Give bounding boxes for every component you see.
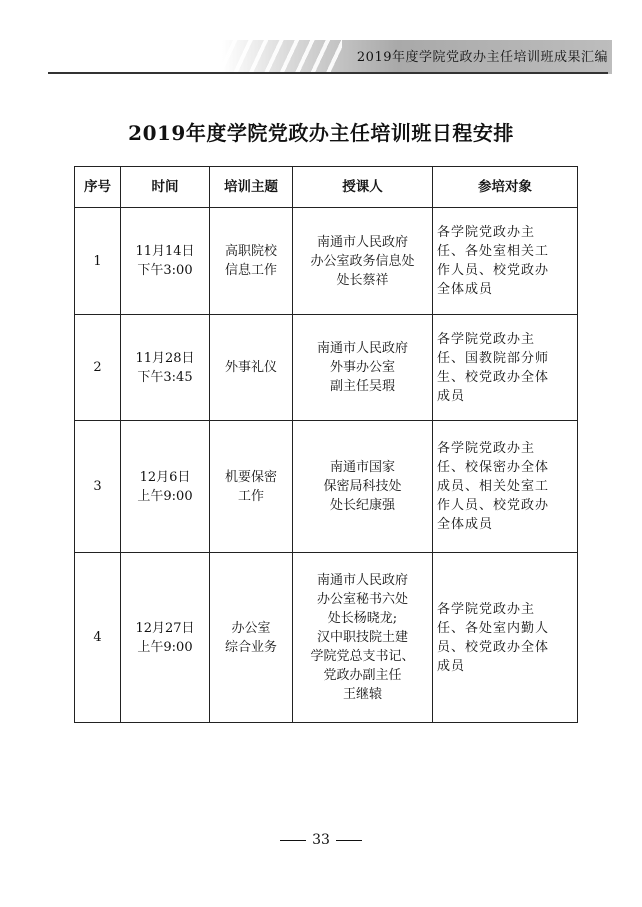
cell-lecturer: [293, 208, 433, 315]
column-header-attendees: 参培对象: [433, 167, 578, 208]
cell-lecturer: [293, 553, 433, 723]
time-clock: 上午9:00: [137, 488, 193, 504]
cell-attendees: [433, 208, 578, 315]
attendees-line: 任、国教院部分师: [437, 350, 550, 366]
attendees-line: 各学院党政办主: [437, 601, 536, 617]
cell-topic: [210, 421, 293, 553]
time-date: 11月28日: [135, 350, 195, 366]
lecturer-line: 学院党总支书记、: [310, 649, 415, 664]
lecturer-line: 南通市人民政府: [316, 573, 408, 588]
cell-no: 3: [75, 421, 121, 553]
topic-line: 外事礼仪: [224, 360, 277, 375]
cell-topic: [210, 208, 293, 315]
lecturer-line: 处长蔡祥: [336, 272, 389, 288]
lecturer-line: 南通市国家: [329, 460, 395, 475]
cell-lecturer: [293, 315, 433, 421]
lecturer-line: 南通市人民政府: [316, 234, 408, 250]
cell-topic: [210, 553, 293, 723]
column-header-lecturer: 授课人: [293, 167, 433, 208]
attendees-line: 各学院党政办主: [437, 225, 536, 240]
lecturer-line: 南通市人民政府: [316, 341, 408, 356]
running-title: 2019年度学院党政办主任培训班成果汇编: [356, 50, 608, 65]
cell-time: [121, 553, 210, 723]
attendees-line: 各学院党政办主: [437, 441, 536, 456]
table-row: [75, 421, 578, 553]
lecturer-line: 外事办公室: [329, 360, 395, 375]
attendees-line: 任、各处室内勤人: [437, 620, 550, 636]
topic-line: 信息工作: [224, 263, 277, 278]
lecturer-line: 党政办副主任: [323, 668, 402, 683]
cell-topic: [210, 315, 293, 421]
page-number-dash-right: [336, 840, 362, 841]
column-header-topic: 培训主题: [210, 167, 293, 208]
topic-line: 机要保密: [224, 469, 277, 485]
topic-line: 综合业务: [224, 639, 277, 655]
page-title: 2019年度学院党政办主任培训班日程安排: [128, 121, 514, 145]
cell-time: [121, 208, 210, 315]
header-rule: [48, 72, 608, 74]
attendees-line: 任、校保密办全体: [437, 460, 550, 475]
time-clock: 下午3:00: [137, 263, 193, 278]
page-number-dash-left: [280, 840, 306, 841]
table-header-row: [75, 167, 578, 208]
topic-line: 办公室: [231, 620, 271, 636]
column-header-time: 时间: [121, 167, 210, 208]
lecturer-line: 办公室秘书六处: [316, 592, 408, 607]
attendees-line: 成员: [437, 658, 466, 674]
lecturer-line: 处长杨晓龙;: [327, 611, 398, 626]
attendees-line: 作人员、校党政办: [437, 498, 550, 513]
attendees-line: 成员: [437, 388, 466, 404]
page-number: 33: [312, 832, 330, 848]
lecturer-line: 王继辕: [342, 687, 382, 702]
time-date: 12月6日: [139, 469, 191, 485]
attendees-line: 作人员、校党政办: [437, 263, 550, 278]
attendees-line: 成员、相关处室工: [437, 479, 550, 494]
lecturer-line: 处长纪康强: [329, 498, 395, 513]
time-clock: 下午3:45: [137, 369, 193, 385]
lecturer-line: 副主任吴瑕: [329, 379, 395, 394]
table-row: [75, 553, 578, 723]
cell-attendees: [433, 421, 578, 553]
cell-attendees: [433, 315, 578, 421]
attendees-line: 生、校党政办全体: [437, 369, 550, 385]
attendees-line: 各学院党政办主: [437, 331, 536, 347]
attendees-line: 全体成员: [437, 282, 494, 297]
cell-lecturer: [293, 421, 433, 553]
page-number-footer: [0, 832, 642, 848]
cell-attendees: [433, 553, 578, 723]
topic-line: 高职院校: [224, 244, 277, 259]
time-date: 11月14日: [135, 244, 195, 259]
cell-time: [121, 421, 210, 553]
topic-line: 工作: [237, 488, 264, 504]
column-header-no: 序号: [75, 167, 121, 208]
lecturer-line: 办公室政务信息处: [310, 253, 415, 269]
schedule-table: [74, 166, 578, 723]
attendees-line: 任、各处室相关工: [437, 244, 550, 259]
table-row: [75, 208, 578, 315]
cell-no: 2: [75, 315, 121, 421]
header-stripes: [222, 40, 342, 74]
time-clock: 上午9:00: [137, 639, 193, 655]
cell-no: 4: [75, 553, 121, 723]
cell-time: [121, 315, 210, 421]
lecturer-line: 保密局科技处: [323, 479, 402, 494]
time-date: 12月27日: [135, 620, 195, 636]
attendees-line: 员、校党政办全体: [437, 639, 550, 655]
lecturer-line: 汉中职技院土建: [316, 630, 408, 645]
table-row: [75, 315, 578, 421]
attendees-line: 全体成员: [437, 517, 494, 532]
cell-no: 1: [75, 208, 121, 315]
